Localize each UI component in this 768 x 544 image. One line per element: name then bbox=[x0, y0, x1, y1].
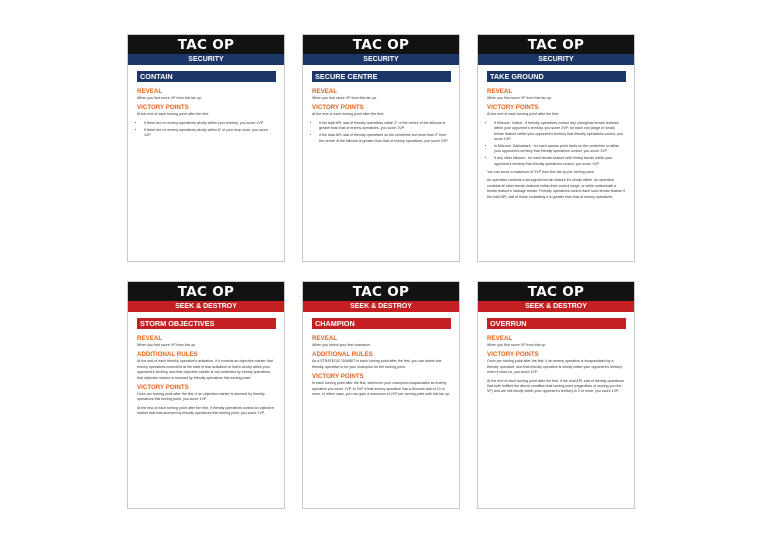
bullet-item: • If there are no enemy operatives wholly within your territory, you score 1VP. bbox=[144, 121, 276, 126]
bullet-item: • If there are no enemy operatives wholly within 6" of your drop zone, you score 1VP. bbox=[144, 128, 276, 139]
tac-op-card-overrun bbox=[477, 281, 635, 509]
bullet-list bbox=[137, 121, 276, 139]
section-heading: VICTORY POINTS bbox=[487, 351, 539, 359]
bullet-list bbox=[487, 121, 626, 167]
section-text: An operative contests a stronghold terrain feature it's wholly within. An operative contests all other terrain features within their control range, or while underneath a terrain feature's Vantage terrain. Friendly operatives control each such terrain feature if the total APL stat of those contesting it is greater than that of enemy operatives. bbox=[487, 178, 625, 199]
card-title: TAC OP bbox=[128, 35, 284, 54]
section-text: At the end of each turning point after the first, if the total APL stat of friendly operatives that both fulfilled the above condition that turning point (regardless of scoring you the VP) and are still wholly within your opponent's territory is 3 or more, you score 1VP. bbox=[487, 378, 624, 394]
tac-op-card-take-ground bbox=[477, 34, 635, 262]
section-heading: VICTORY POINTS bbox=[312, 373, 364, 381]
card-title: TAC OP bbox=[478, 282, 634, 301]
card-title: TAC OP bbox=[303, 282, 459, 301]
card-category: SECURITY bbox=[303, 54, 459, 65]
section-text: At the end of each friendly operative's activation, if it controls an objective marker that enemy operatives controlled at the start of that activation or that's wholly within your opponent's territory, and that objective marker is not contested by enemy operatives, that objective marker is stormed by friendly operatives this turning point. bbox=[137, 359, 273, 380]
card-body bbox=[128, 312, 284, 417]
op-name: TAKE GROUND bbox=[487, 71, 626, 82]
card-body bbox=[478, 312, 634, 395]
card-category: SEEK & DESTROY bbox=[303, 301, 459, 312]
section-text: At the end of each turning point after the first, if friendly operatives control an objective marker that was stormed by friendly operatives this turning point, you score 1VP. bbox=[137, 405, 274, 416]
card-body bbox=[478, 65, 634, 200]
section-heading: REVEAL bbox=[137, 88, 163, 95]
section-text: When you first score VP from this op. bbox=[137, 343, 197, 347]
card-title: TAC OP bbox=[478, 35, 634, 54]
card-body bbox=[128, 65, 284, 139]
section-heading: REVEAL bbox=[312, 335, 338, 342]
card-body bbox=[303, 312, 459, 397]
tac-op-card-contain bbox=[127, 34, 285, 262]
section-text: In each turning point after the first, whenever your champion incapacitates an enemy operative you score 1VP, or 2VP if that enemy operative has a Wounds stat of 13 or more. In either case, you can gain a maximum of 2VP per turning point with this tac op. bbox=[312, 381, 451, 397]
bullet-item: • If the total APL stat of friendly operatives on the centreline but more than 3" from the centre of the killzone is greater than that of enemy operatives, you score 1VP. bbox=[319, 133, 451, 144]
tac-op-card-champion bbox=[302, 281, 460, 509]
op-name: CONTAIN bbox=[137, 71, 276, 82]
section-text: You can score a maximum of 2VP from this tac op per turning point. bbox=[487, 170, 595, 175]
card-category: SECURITY bbox=[478, 54, 634, 65]
section-text: Once per turning point after the first, if an enemy operative is incapacitated by a friendly operative, and that friendly operative is wholly within your opponent's territory when it does so, you score 1VP. bbox=[487, 359, 623, 375]
op-name: SECURE CENTRE bbox=[312, 71, 451, 82]
bullet-item: • In Killzone: Gallowdark - for each access point that's on the centreline or within your opponent's territory that friendly operatives control, you score 1VP. bbox=[494, 144, 626, 155]
tac-op-card-storm-objectives bbox=[127, 281, 285, 509]
op-name: CHAMPION bbox=[312, 318, 451, 329]
bullet-item: • If Killzone: Volkus - if friendly operatives control any stronghold terrain features within your opponent's territory, you score 2VP; for each non (large or small) terrain feature within your opponent's territory that friendly operatives control, you score 1VP. bbox=[494, 121, 626, 143]
section-heading: ADDITIONAL RULES bbox=[137, 351, 198, 359]
card-category: SEEK & DESTROY bbox=[478, 301, 634, 312]
bullet-list bbox=[312, 121, 451, 144]
section-text: At the end of each turning point after the first: bbox=[137, 112, 209, 117]
op-name: OVERRUN bbox=[487, 318, 626, 329]
tac-op-card-secure-centre bbox=[302, 34, 460, 262]
bullet-item: • If the total APL stat of friendly operatives within 3" of the centre of the killzone is greater than that of enemy operatives, you score 1VP. bbox=[319, 121, 451, 132]
op-name: STORM OBJECTIVES bbox=[137, 318, 276, 329]
section-text: At the end of each turning point after the first: bbox=[487, 112, 559, 117]
section-heading: REVEAL bbox=[137, 335, 163, 342]
section-text: When you first score VP from this op. bbox=[487, 343, 547, 347]
card-title: TAC OP bbox=[128, 282, 284, 301]
section-heading: REVEAL bbox=[487, 88, 513, 95]
section-text: As a STRATEGIC GAMBIT in each turning point after the first, you can select one friendly operative to be your champion for the turning point. bbox=[312, 359, 442, 369]
section-heading: VICTORY POINTS bbox=[487, 104, 539, 112]
section-heading: ADDITIONAL RULES bbox=[312, 351, 373, 359]
card-body bbox=[303, 65, 459, 144]
section-heading: VICTORY POINTS bbox=[137, 104, 189, 112]
card-category: SEEK & DESTROY bbox=[128, 301, 284, 312]
card-title: TAC OP bbox=[303, 35, 459, 54]
section-heading: VICTORY POINTS bbox=[137, 384, 189, 392]
card-category: SECURITY bbox=[128, 54, 284, 65]
section-text: When you first score VP from this tac op. bbox=[312, 96, 378, 100]
section-text: When you select your first champion. bbox=[312, 343, 371, 347]
section-heading: REVEAL bbox=[487, 335, 513, 342]
bullet-item: • If any other killzone - for each terrain feature with Heavy terrain within your opponent's territory that friendly operatives control, you score 1VP. bbox=[494, 156, 626, 167]
section-text: When you first score VP from this tac op. bbox=[487, 96, 553, 100]
section-text: Once per turning point after the first, if an objective marker is stormed by friendly operatives this turning point, you score 1VP. bbox=[137, 392, 265, 402]
section-text: At the end of each turning point after the first: bbox=[312, 112, 384, 117]
section-heading: REVEAL bbox=[312, 88, 338, 95]
section-heading: VICTORY POINTS bbox=[312, 104, 364, 112]
section-text: When you first score VP from this tac op. bbox=[137, 96, 203, 100]
